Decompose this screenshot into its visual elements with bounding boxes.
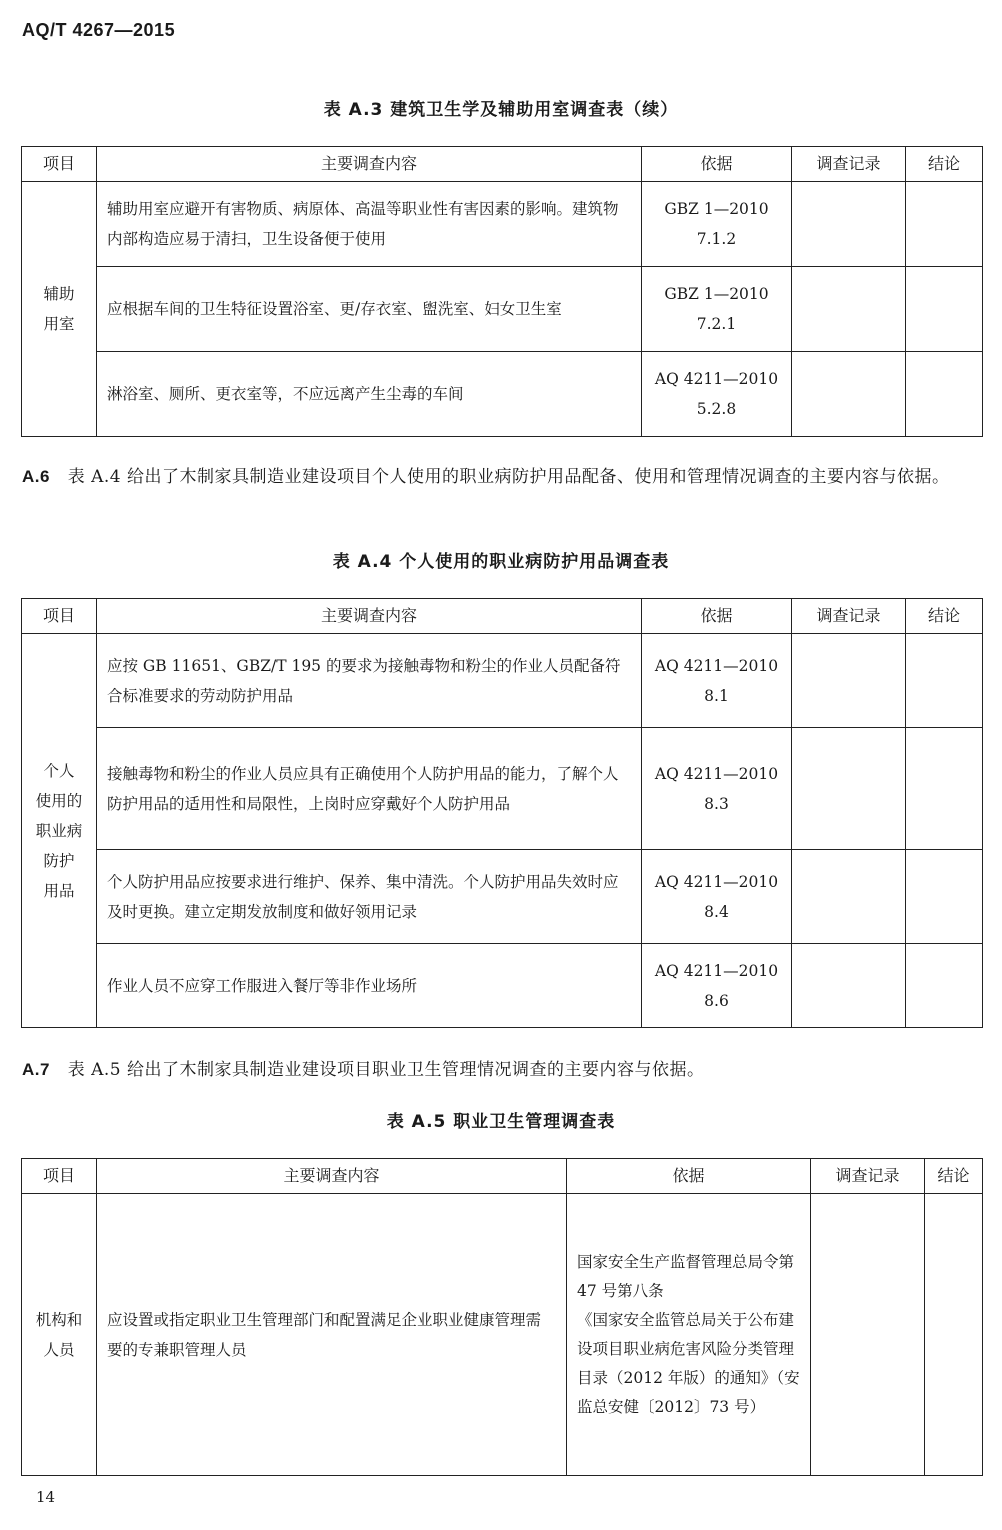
col-header-record: 调查记录 <box>792 147 906 182</box>
paragraph-a7 <box>22 1055 982 1085</box>
col-header-project: 项目 <box>22 599 97 634</box>
page-number: 14 <box>36 1488 56 1506</box>
basis-cell: 国家安全生产监督管理总局令第 47 号第八条 《国家安全监管总局关于公布建设项目职业病危害风险分类管理目录（2012 年版）的通知》（安监总安健〔2012〕73 号） <box>567 1194 811 1476</box>
clause-text: 表 A.4 给出了木制家具制造业建设项目个人使用的职业病防护用品配备、使用和管理情况调查的主要内容与依据。 <box>67 467 950 487</box>
content-cell: 应根据车间的卫生特征设置浴室、更/存衣室、盥洗室、妇女卫生室 <box>97 267 642 352</box>
table-a5 <box>21 1158 983 1476</box>
table-header-row <box>22 147 983 182</box>
col-header-conclusion: 结论 <box>925 1159 983 1194</box>
record-cell <box>811 1194 925 1476</box>
content-cell: 辅助用室应避开有害物质、病原体、高温等职业性有害因素的影响。建筑物内部构造应易于清扫，卫生设备便于使用 <box>97 182 642 267</box>
col-header-conclusion: 结论 <box>906 147 983 182</box>
group-label: 个人 使用的 职业病 防护 用品 <box>22 634 97 1028</box>
basis-cell: AQ 4211—2010 8.1 <box>642 634 792 728</box>
basis-cell: AQ 4211—2010 8.3 <box>642 728 792 850</box>
clause-text: 表 A.5 给出了木制家具制造业建设项目职业卫生管理情况调查的主要内容与依据。 <box>67 1060 705 1080</box>
record-cell <box>792 728 906 850</box>
record-cell <box>792 352 906 437</box>
table-a5-caption: 表 A.5 职业卫生管理调查表 <box>386 1112 616 1132</box>
col-header-content: 主要调查内容 <box>97 1159 567 1194</box>
col-header-conclusion: 结论 <box>906 599 983 634</box>
standard-code: AQ/T 4267—2015 <box>22 20 176 40</box>
table-row <box>22 944 983 1028</box>
content-cell: 作业人员不应穿工作服进入餐厅等非作业场所 <box>97 944 642 1028</box>
conclusion-cell <box>906 944 983 1028</box>
col-header-record: 调查记录 <box>792 599 906 634</box>
table-header-row <box>22 599 983 634</box>
content-cell: 淋浴室、厕所、更衣室等，不应远离产生尘毒的车间 <box>97 352 642 437</box>
col-header-record: 调查记录 <box>811 1159 925 1194</box>
table-row <box>22 182 983 267</box>
basis-cell: AQ 4211—2010 5.2.8 <box>642 352 792 437</box>
basis-cell: GBZ 1—2010 7.2.1 <box>642 267 792 352</box>
col-header-project: 项目 <box>22 1159 97 1194</box>
clause-number: A.7 <box>22 1060 50 1079</box>
table-header-row <box>22 1159 983 1194</box>
table-row <box>22 728 983 850</box>
content-cell: 应设置或指定职业卫生管理部门和配置满足企业职业健康管理需要的专兼职管理人员 <box>97 1194 567 1476</box>
basis-cell: GBZ 1—2010 7.1.2 <box>642 182 792 267</box>
basis-cell: AQ 4211—2010 8.4 <box>642 850 792 944</box>
record-cell <box>792 634 906 728</box>
record-cell <box>792 850 906 944</box>
table-a4-caption: 表 A.4 个人使用的职业病防护用品调查表 <box>332 552 670 572</box>
content-cell: 应按 GB 11651、GBZ/T 195 的要求为接触毒物和粉尘的作业人员配备符合标准要求的劳动防护用品 <box>97 634 642 728</box>
paragraph-a6 <box>22 462 982 492</box>
table-a4 <box>21 598 983 1028</box>
conclusion-cell <box>906 850 983 944</box>
record-cell <box>792 182 906 267</box>
table-row <box>22 267 983 352</box>
conclusion-cell <box>906 182 983 267</box>
table-row <box>22 1194 983 1476</box>
record-cell <box>792 267 906 352</box>
col-header-content: 主要调查内容 <box>97 147 642 182</box>
col-header-basis: 依据 <box>567 1159 811 1194</box>
group-label: 机构和 人员 <box>22 1194 97 1476</box>
basis-cell: AQ 4211—2010 8.6 <box>642 944 792 1028</box>
table-row <box>22 352 983 437</box>
col-header-project: 项目 <box>22 147 97 182</box>
group-label: 辅助 用室 <box>22 182 97 437</box>
content-cell: 接触毒物和粉尘的作业人员应具有正确使用个人防护用品的能力，了解个人防护用品的适用性和局限性，上岗时应穿戴好个人防护用品 <box>97 728 642 850</box>
conclusion-cell <box>906 352 983 437</box>
conclusion-cell <box>906 728 983 850</box>
conclusion-cell <box>906 634 983 728</box>
conclusion-cell <box>906 267 983 352</box>
col-header-content: 主要调查内容 <box>97 599 642 634</box>
table-a3 <box>21 146 983 437</box>
table-row <box>22 634 983 728</box>
col-header-basis: 依据 <box>642 147 792 182</box>
conclusion-cell <box>925 1194 983 1476</box>
table-row <box>22 850 983 944</box>
table-a3-caption: 表 A.3 建筑卫生学及辅助用室调查表（续） <box>323 100 679 120</box>
col-header-basis: 依据 <box>642 599 792 634</box>
content-cell: 个人防护用品应按要求进行维护、保养、集中清洗。个人防护用品失效时应及时更换。建立定期发放制度和做好领用记录 <box>97 850 642 944</box>
record-cell <box>792 944 906 1028</box>
clause-number: A.6 <box>22 467 50 486</box>
